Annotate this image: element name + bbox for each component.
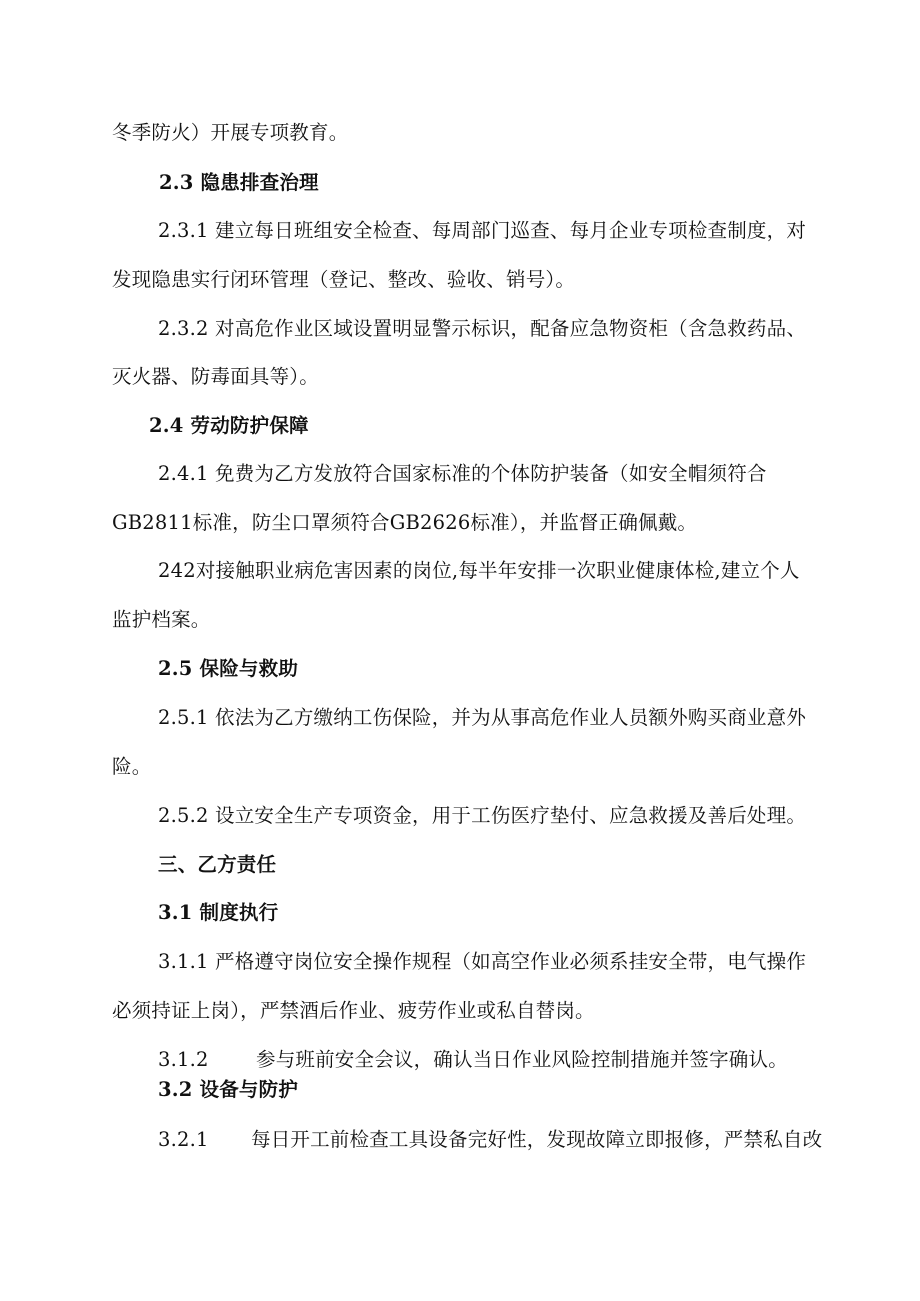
paragraph-2-3-1-line-2: 发现隐患实行闭环管理（登记、整改、验收、销号）。 — [112, 268, 576, 291]
section-heading-2-4: 2.4 劳动防护保障 — [149, 414, 309, 437]
paragraph-3-1-2-text: 参与班前安全会议，确认当日作业风险控制措施并签字确认。 — [256, 1048, 788, 1071]
paragraph-2-5-1-line-1: 2.5.1 依法为乙方缴纳工伤保险，并为从事高危作业人员额外购买商业意外 — [158, 706, 807, 729]
paragraph-2-3-2-line-2: 灭火器、防毒面具等）。 — [112, 365, 319, 388]
paragraph-3-1-1-line-2: 必须持证上岗），严禁酒后作业、疲劳作业或私自替岗。 — [112, 999, 595, 1022]
paragraph-2-4-2-line-2: 监护档案。 — [112, 608, 211, 631]
paragraph-2-5-2: 2.5.2 设立安全生产专项资金，用于工伤医疗垫付、应急救援及善后处理。 — [158, 804, 807, 827]
paragraph-2-4-1-line-2: GB2811标准，防尘口罩须符合GB2626标准），并监督正确佩戴。 — [112, 511, 698, 534]
section-heading-3-1: 3.1 制度执行 — [158, 901, 279, 924]
chapter-heading-3: 三、乙方责任 — [158, 853, 277, 876]
paragraph-continuation-line: 冬季防火）开展专项教育。 — [112, 121, 349, 144]
paragraph-3-1-1-line-1: 3.1.1 严格遵守岗位安全操作规程（如高空作业必须系挂安全带，电气操作 — [158, 950, 807, 973]
paragraph-3-2-1-number: 3.2.1 — [158, 1128, 209, 1151]
section-heading-3-2: 3.2 设备与防护 — [158, 1078, 299, 1101]
paragraph-2-4-2-line-1: 242对接触职业病危害因素的岗位,每半年安排一次职业健康体检,建立个人 — [158, 559, 800, 582]
section-heading-2-3: 2.3 隐患排查治理 — [159, 171, 319, 194]
section-heading-2-5: 2.5 保险与救助 — [158, 657, 299, 680]
paragraph-3-1-2-number: 3.1.2 — [158, 1048, 209, 1071]
paragraph-3-2-1-text: 每日开工前检查工具设备完好性，发现故障立即报修，严禁私自改 — [251, 1128, 823, 1151]
paragraph-2-4-1-line-1: 2.4.1 免费为乙方发放符合国家标准的个体防护装备（如安全帽须符合 — [158, 462, 767, 485]
paragraph-2-3-2-line-1: 2.3.2 对高危作业区域设置明显警示标识，配备应急物资柜（含急救药品、 — [158, 317, 807, 340]
paragraph-2-5-1-line-2: 险。 — [112, 755, 152, 778]
paragraph-2-3-1-line-1: 2.3.1 建立每日班组安全检查、每周部门巡查、每月企业专项检查制度，对 — [158, 219, 807, 242]
